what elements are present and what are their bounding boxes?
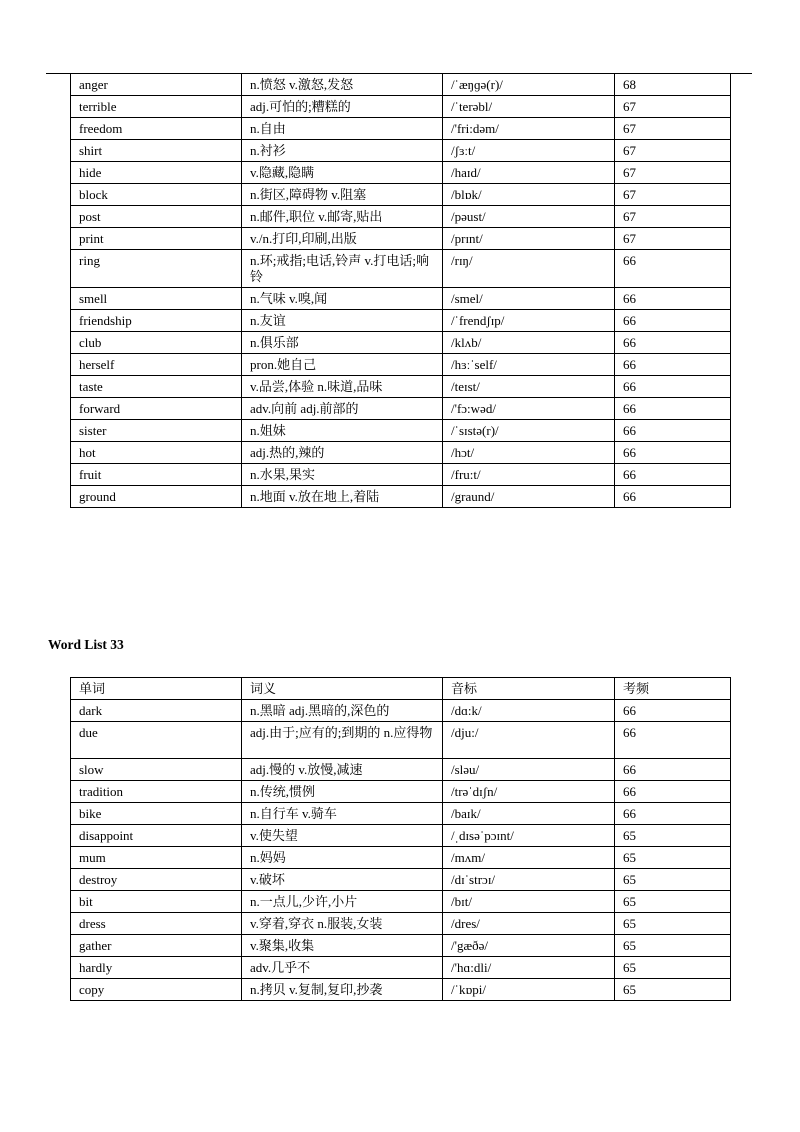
- frequency-cell: 67: [615, 206, 731, 228]
- table-row: [71, 847, 731, 869]
- phonetic-cell: /smel/: [443, 288, 615, 310]
- phonetic-cell: /blɒk/: [443, 184, 615, 206]
- meaning-cell: n.邮件,职位 v.邮寄,贴出: [242, 206, 443, 228]
- meaning-cell: n.衬衫: [242, 140, 443, 162]
- frequency-cell: 68: [615, 74, 731, 96]
- phonetic-cell: /dres/: [443, 913, 615, 935]
- word-cell: herself: [71, 354, 242, 376]
- word-cell: ring: [71, 250, 242, 288]
- frequency-cell: 66: [615, 398, 731, 420]
- frequency-cell: 65: [615, 891, 731, 913]
- word-cell: print: [71, 228, 242, 250]
- phonetic-cell: /ˈæŋɡə(r)/: [443, 74, 615, 96]
- meaning-cell: adj.热的,辣的: [242, 442, 443, 464]
- meaning-cell: n.愤怒 v.激怒,发怒: [242, 74, 443, 96]
- phonetic-cell: /sləu/: [443, 759, 615, 781]
- frequency-cell: 65: [615, 847, 731, 869]
- phonetic-cell: /'gæðə/: [443, 935, 615, 957]
- table-row: [71, 420, 731, 442]
- phonetic-cell: /ʃɜːt/: [443, 140, 615, 162]
- table-row: [71, 913, 731, 935]
- table-row: [71, 288, 731, 310]
- phonetic-cell: /bɪt/: [443, 891, 615, 913]
- meaning-cell: n.一点儿,少许,小片: [242, 891, 443, 913]
- frequency-cell: 65: [615, 935, 731, 957]
- meaning-cell: v.隐藏,隐瞒: [242, 162, 443, 184]
- phonetic-cell: /hɜːˈself/: [443, 354, 615, 376]
- meaning-cell: adv.向前 adj.前部的: [242, 398, 443, 420]
- table-row: [71, 310, 731, 332]
- frequency-cell: 67: [615, 184, 731, 206]
- word-cell: club: [71, 332, 242, 354]
- phonetic-cell: /'fri:dəm/: [443, 118, 615, 140]
- meaning-cell: n.黑暗 adj.黑暗的,深色的: [242, 700, 443, 722]
- meaning-cell: n.自由: [242, 118, 443, 140]
- phonetic-cell: /fru:t/: [443, 464, 615, 486]
- phonetic-cell: /dɑ:k/: [443, 700, 615, 722]
- frequency-cell: 66: [615, 442, 731, 464]
- table-row: [71, 228, 731, 250]
- vocab-table-word-list-33: [70, 677, 731, 1001]
- vocab-table-continued: [70, 73, 731, 508]
- frequency-cell: 66: [615, 759, 731, 781]
- word-cell: block: [71, 184, 242, 206]
- table-row: [71, 803, 731, 825]
- table-row: [71, 162, 731, 184]
- table-row: [71, 398, 731, 420]
- word-cell: dark: [71, 700, 242, 722]
- phonetic-cell: /ˈsɪstə(r)/: [443, 420, 615, 442]
- meaning-cell: pron.她自己: [242, 354, 443, 376]
- table-row: [71, 442, 731, 464]
- meaning-cell: v.品尝,体验 n.味道,品味: [242, 376, 443, 398]
- phonetic-cell: /graund/: [443, 486, 615, 508]
- table-row: [71, 891, 731, 913]
- header-word: 单词: [71, 678, 242, 700]
- frequency-cell: 65: [615, 869, 731, 891]
- word-cell: mum: [71, 847, 242, 869]
- word-cell: post: [71, 206, 242, 228]
- meaning-cell: v.穿着,穿衣 n.服装,女装: [242, 913, 443, 935]
- frequency-cell: 67: [615, 96, 731, 118]
- meaning-cell: n.水果,果实: [242, 464, 443, 486]
- phonetic-cell: /'hɑ:dli/: [443, 957, 615, 979]
- meaning-cell: adj.由于;应有的;到期的 n.应得物: [242, 722, 443, 759]
- phonetic-cell: /ˈkɒpi/: [443, 979, 615, 1001]
- word-cell: due: [71, 722, 242, 759]
- phonetic-cell: /dɪˈstrɔɪ/: [443, 869, 615, 891]
- meaning-cell: n.姐妹: [242, 420, 443, 442]
- word-cell: bike: [71, 803, 242, 825]
- table-row: [71, 935, 731, 957]
- meaning-cell: n.环;戒指;电话,铃声 v.打电话;响铃: [242, 250, 443, 288]
- section-heading: Word List 33: [48, 637, 124, 652]
- word-cell: forward: [71, 398, 242, 420]
- table-row: [71, 464, 731, 486]
- word-cell: bit: [71, 891, 242, 913]
- frequency-cell: 67: [615, 140, 731, 162]
- frequency-cell: 66: [615, 486, 731, 508]
- table-row: [71, 376, 731, 398]
- header-phonetic: 音标: [443, 678, 615, 700]
- header-meaning: 词义: [242, 678, 443, 700]
- phonetic-cell: /ˈfrendʃɪp/: [443, 310, 615, 332]
- word-cell: terrible: [71, 96, 242, 118]
- phonetic-cell: /'fɔ:wəd/: [443, 398, 615, 420]
- meaning-cell: v.使失望: [242, 825, 443, 847]
- word-cell: slow: [71, 759, 242, 781]
- frequency-cell: 67: [615, 228, 731, 250]
- table-row: [71, 250, 731, 288]
- meaning-cell: adj.慢的 v.放慢,减速: [242, 759, 443, 781]
- word-cell: freedom: [71, 118, 242, 140]
- frequency-cell: 66: [615, 781, 731, 803]
- frequency-cell: 66: [615, 332, 731, 354]
- word-cell: gather: [71, 935, 242, 957]
- word-cell: shirt: [71, 140, 242, 162]
- meaning-cell: adv.几乎不: [242, 957, 443, 979]
- table-row: [71, 825, 731, 847]
- meaning-cell: v./n.打印,印刷,出版: [242, 228, 443, 250]
- table-row: [71, 957, 731, 979]
- frequency-cell: 67: [615, 162, 731, 184]
- frequency-cell: 65: [615, 825, 731, 847]
- phonetic-cell: /ˈterəbl/: [443, 96, 615, 118]
- word-cell: ground: [71, 486, 242, 508]
- frequency-cell: 66: [615, 310, 731, 332]
- meaning-cell: n.拷贝 v.复制,复印,抄袭: [242, 979, 443, 1001]
- frequency-cell: 65: [615, 957, 731, 979]
- phonetic-cell: /mʌm/: [443, 847, 615, 869]
- meaning-cell: n.自行车 v.骑车: [242, 803, 443, 825]
- phonetic-cell: /teɪst/: [443, 376, 615, 398]
- word-cell: hot: [71, 442, 242, 464]
- word-cell: tradition: [71, 781, 242, 803]
- phonetic-cell: /dju:/: [443, 722, 615, 759]
- phonetic-cell: /klʌb/: [443, 332, 615, 354]
- table-row: [71, 140, 731, 162]
- frequency-cell: 66: [615, 464, 731, 486]
- table-header-row: [71, 678, 731, 700]
- phonetic-cell: /prɪnt/: [443, 228, 615, 250]
- table-row: [71, 486, 731, 508]
- word-cell: friendship: [71, 310, 242, 332]
- table-row: [71, 332, 731, 354]
- table-row: [71, 96, 731, 118]
- table-row: [71, 184, 731, 206]
- phonetic-cell: /pəust/: [443, 206, 615, 228]
- frequency-cell: 65: [615, 913, 731, 935]
- meaning-cell: n.传统,惯例: [242, 781, 443, 803]
- frequency-cell: 66: [615, 700, 731, 722]
- table-row: [71, 206, 731, 228]
- word-cell: taste: [71, 376, 242, 398]
- word-cell: dress: [71, 913, 242, 935]
- vocab-table-body: [71, 700, 731, 1001]
- meaning-cell: n.地面 v.放在地上,着陆: [242, 486, 443, 508]
- table-row: [71, 759, 731, 781]
- phonetic-cell: /rɪŋ/: [443, 250, 615, 288]
- word-cell: copy: [71, 979, 242, 1001]
- meaning-cell: n.友谊: [242, 310, 443, 332]
- header-frequency: 考频: [615, 678, 731, 700]
- meaning-cell: n.街区,障碍物 v.阻塞: [242, 184, 443, 206]
- word-cell: smell: [71, 288, 242, 310]
- frequency-cell: 66: [615, 722, 731, 759]
- frequency-cell: 66: [615, 354, 731, 376]
- frequency-cell: 67: [615, 118, 731, 140]
- table-row: [71, 869, 731, 891]
- frequency-cell: 66: [615, 288, 731, 310]
- frequency-cell: 65: [615, 979, 731, 1001]
- table-row: [71, 781, 731, 803]
- phonetic-cell: /ˌdɪsəˈpɔɪnt/: [443, 825, 615, 847]
- frequency-cell: 66: [615, 250, 731, 288]
- table-row: [71, 354, 731, 376]
- table-row: [71, 700, 731, 722]
- frequency-cell: 66: [615, 420, 731, 442]
- phonetic-cell: /haɪd/: [443, 162, 615, 184]
- phonetic-cell: /trəˈdɪʃn/: [443, 781, 615, 803]
- phonetic-cell: /hɔt/: [443, 442, 615, 464]
- word-cell: sister: [71, 420, 242, 442]
- meaning-cell: v.聚集,收集: [242, 935, 443, 957]
- table-row: [71, 118, 731, 140]
- vocab-table-body: [71, 74, 731, 508]
- word-cell: fruit: [71, 464, 242, 486]
- meaning-cell: n.妈妈: [242, 847, 443, 869]
- word-cell: hardly: [71, 957, 242, 979]
- meaning-cell: adj.可怕的;糟糕的: [242, 96, 443, 118]
- word-cell: disappoint: [71, 825, 242, 847]
- word-cell: destroy: [71, 869, 242, 891]
- word-cell: hide: [71, 162, 242, 184]
- frequency-cell: 66: [615, 803, 731, 825]
- phonetic-cell: /baɪk/: [443, 803, 615, 825]
- table-row: [71, 722, 731, 759]
- meaning-cell: n.气味 v.嗅,闻: [242, 288, 443, 310]
- meaning-cell: n.俱乐部: [242, 332, 443, 354]
- table-row: [71, 979, 731, 1001]
- frequency-cell: 66: [615, 376, 731, 398]
- word-cell: anger: [71, 74, 242, 96]
- meaning-cell: v.破坏: [242, 869, 443, 891]
- table-row: [71, 74, 731, 96]
